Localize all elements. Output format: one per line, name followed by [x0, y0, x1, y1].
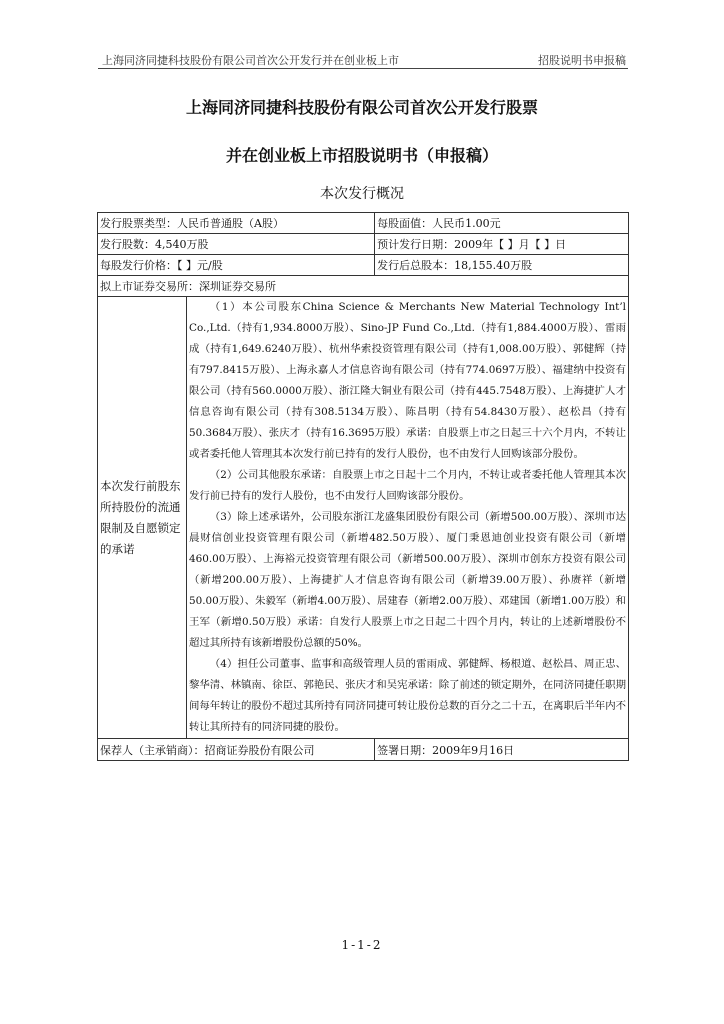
- header-company: 上海同济同捷科技股份有限公司首次公开发行并在创业板上市: [102, 54, 399, 67]
- sponsor-cell: 保荐人（主承销商）：招商证券股份有限公司: [98, 739, 375, 761]
- page-number: 1-1-2: [341, 938, 383, 952]
- par-value-cell: 每股面值：人民币1.00元: [375, 213, 629, 234]
- lockup-paragraph-4: （4）担任公司董事、监事和高级管理人员的雷雨成、郭健辉、杨根道、赵松昌、周正忠、黎华清、林镇南、徐臣、郭艳民、张庆才和吴宪承诺：除了前述的锁定期外，在同济同捷任职期间每年转让的股份不超过其所持有同济同捷可转让股份总数的百分之二十五，在离职后半年内不转让其所持有的同济同捷的股份。: [189, 658, 626, 733]
- share-type-cell: 发行股票类型：人民币普通股（A股）: [98, 213, 375, 234]
- page-header: [98, 48, 628, 69]
- table-row: [98, 276, 629, 297]
- offering-summary-table: [97, 212, 629, 761]
- header-doc-type: 招股说明书申报稿: [538, 54, 626, 67]
- lockup-paragraph-1: （1）本公司股东China Science & Merchants New Material Technology Int’l Co.,Ltd.（持有1,934.8000万股）、Sino-JP Fund Co.,Ltd.（持有1,884.4000万股）、雷雨成（持有1,649.6240万股）、杭州华索投资管理有限公司（持有1,008.00万股）、郭健辉（持有797.8415万股）、上海永嘉人才信息咨询有限公司（持有774.0697万股）、福建纳中投资有限公司（持有560.0000万股）、浙江隆大铜业有限公司（持有445.7548万股）、上海捷扩人才信息咨询有限公司（持有308.5134万股）、陈昌明（持有54.8430万股）、赵松昌（持有50.3684万股）、张庆才（持有16.3695万股）承诺：自股票上市之日起三十六个月内，不转让或者委托他人管理其本次发行前已持有的发行人股份，也不由发行人回购该部分股份。: [189, 301, 626, 460]
- table-row: [98, 739, 629, 761]
- table-row: [98, 213, 629, 234]
- lockup-commitments-cell: [187, 297, 629, 739]
- table-row: [98, 297, 629, 739]
- table-row: [98, 234, 629, 255]
- total-shares-cell: 发行后总股本：18,155.40万股: [375, 255, 629, 276]
- signing-date-cell: 签署日期：2009年9月16日: [375, 739, 629, 761]
- lockup-label-cell: 本次发行前股东所持股份的流通限制及自愿锁定的承诺: [98, 297, 187, 739]
- exchange-cell: 拟上市证券交易所：深圳证券交易所: [98, 276, 629, 297]
- table-row: [98, 255, 629, 276]
- issue-date-cell: 预计发行日期：2009年【 】月【 】日: [375, 234, 629, 255]
- lockup-paragraph-3: （3）除上述承诺外，公司股东浙江龙盛集团股份有限公司（新增500.00万股）、深圳市达晨财信创业投资管理有限公司（新增482.50万股）、厦门秉恩迪创业投资有限公司（新增460.00万股）、上海裕元投资管理有限公司（新增500.00万股）、深圳市创东方投资有限公司（新增200.00万股）、上海捷扩人才信息咨询有限公司（新增39.00万股）、孙赓祥（新增50.00万股）、朱毅军（新增4.00万股）、居建春（新增2.00万股）、邓建国（新增1.00万股）和王军（新增0.50万股）承诺：自发行人股票上市之日起二十四个月内，转让的上述新增股份不超过其所持有该新增股份总额的50%。: [189, 511, 626, 649]
- lockup-paragraph-2: （2）公司其他股东承诺：自股票上市之日起十二个月内，不转让或者委托他人管理其本次发行前已持有的发行人股份，也不由发行人回购该部分股份。: [189, 469, 626, 502]
- shares-issued-cell: 发行股数：4,540万股: [98, 234, 375, 255]
- issue-price-cell: 每股发行价格：【 】元/股: [98, 255, 375, 276]
- document-title-line2: 并在创业板上市招股说明书（申报稿）: [225, 146, 498, 165]
- section-title: 本次发行概况: [320, 186, 404, 202]
- document-title-line1: 上海同济同捷科技股份有限公司首次公开发行股票: [185, 98, 538, 117]
